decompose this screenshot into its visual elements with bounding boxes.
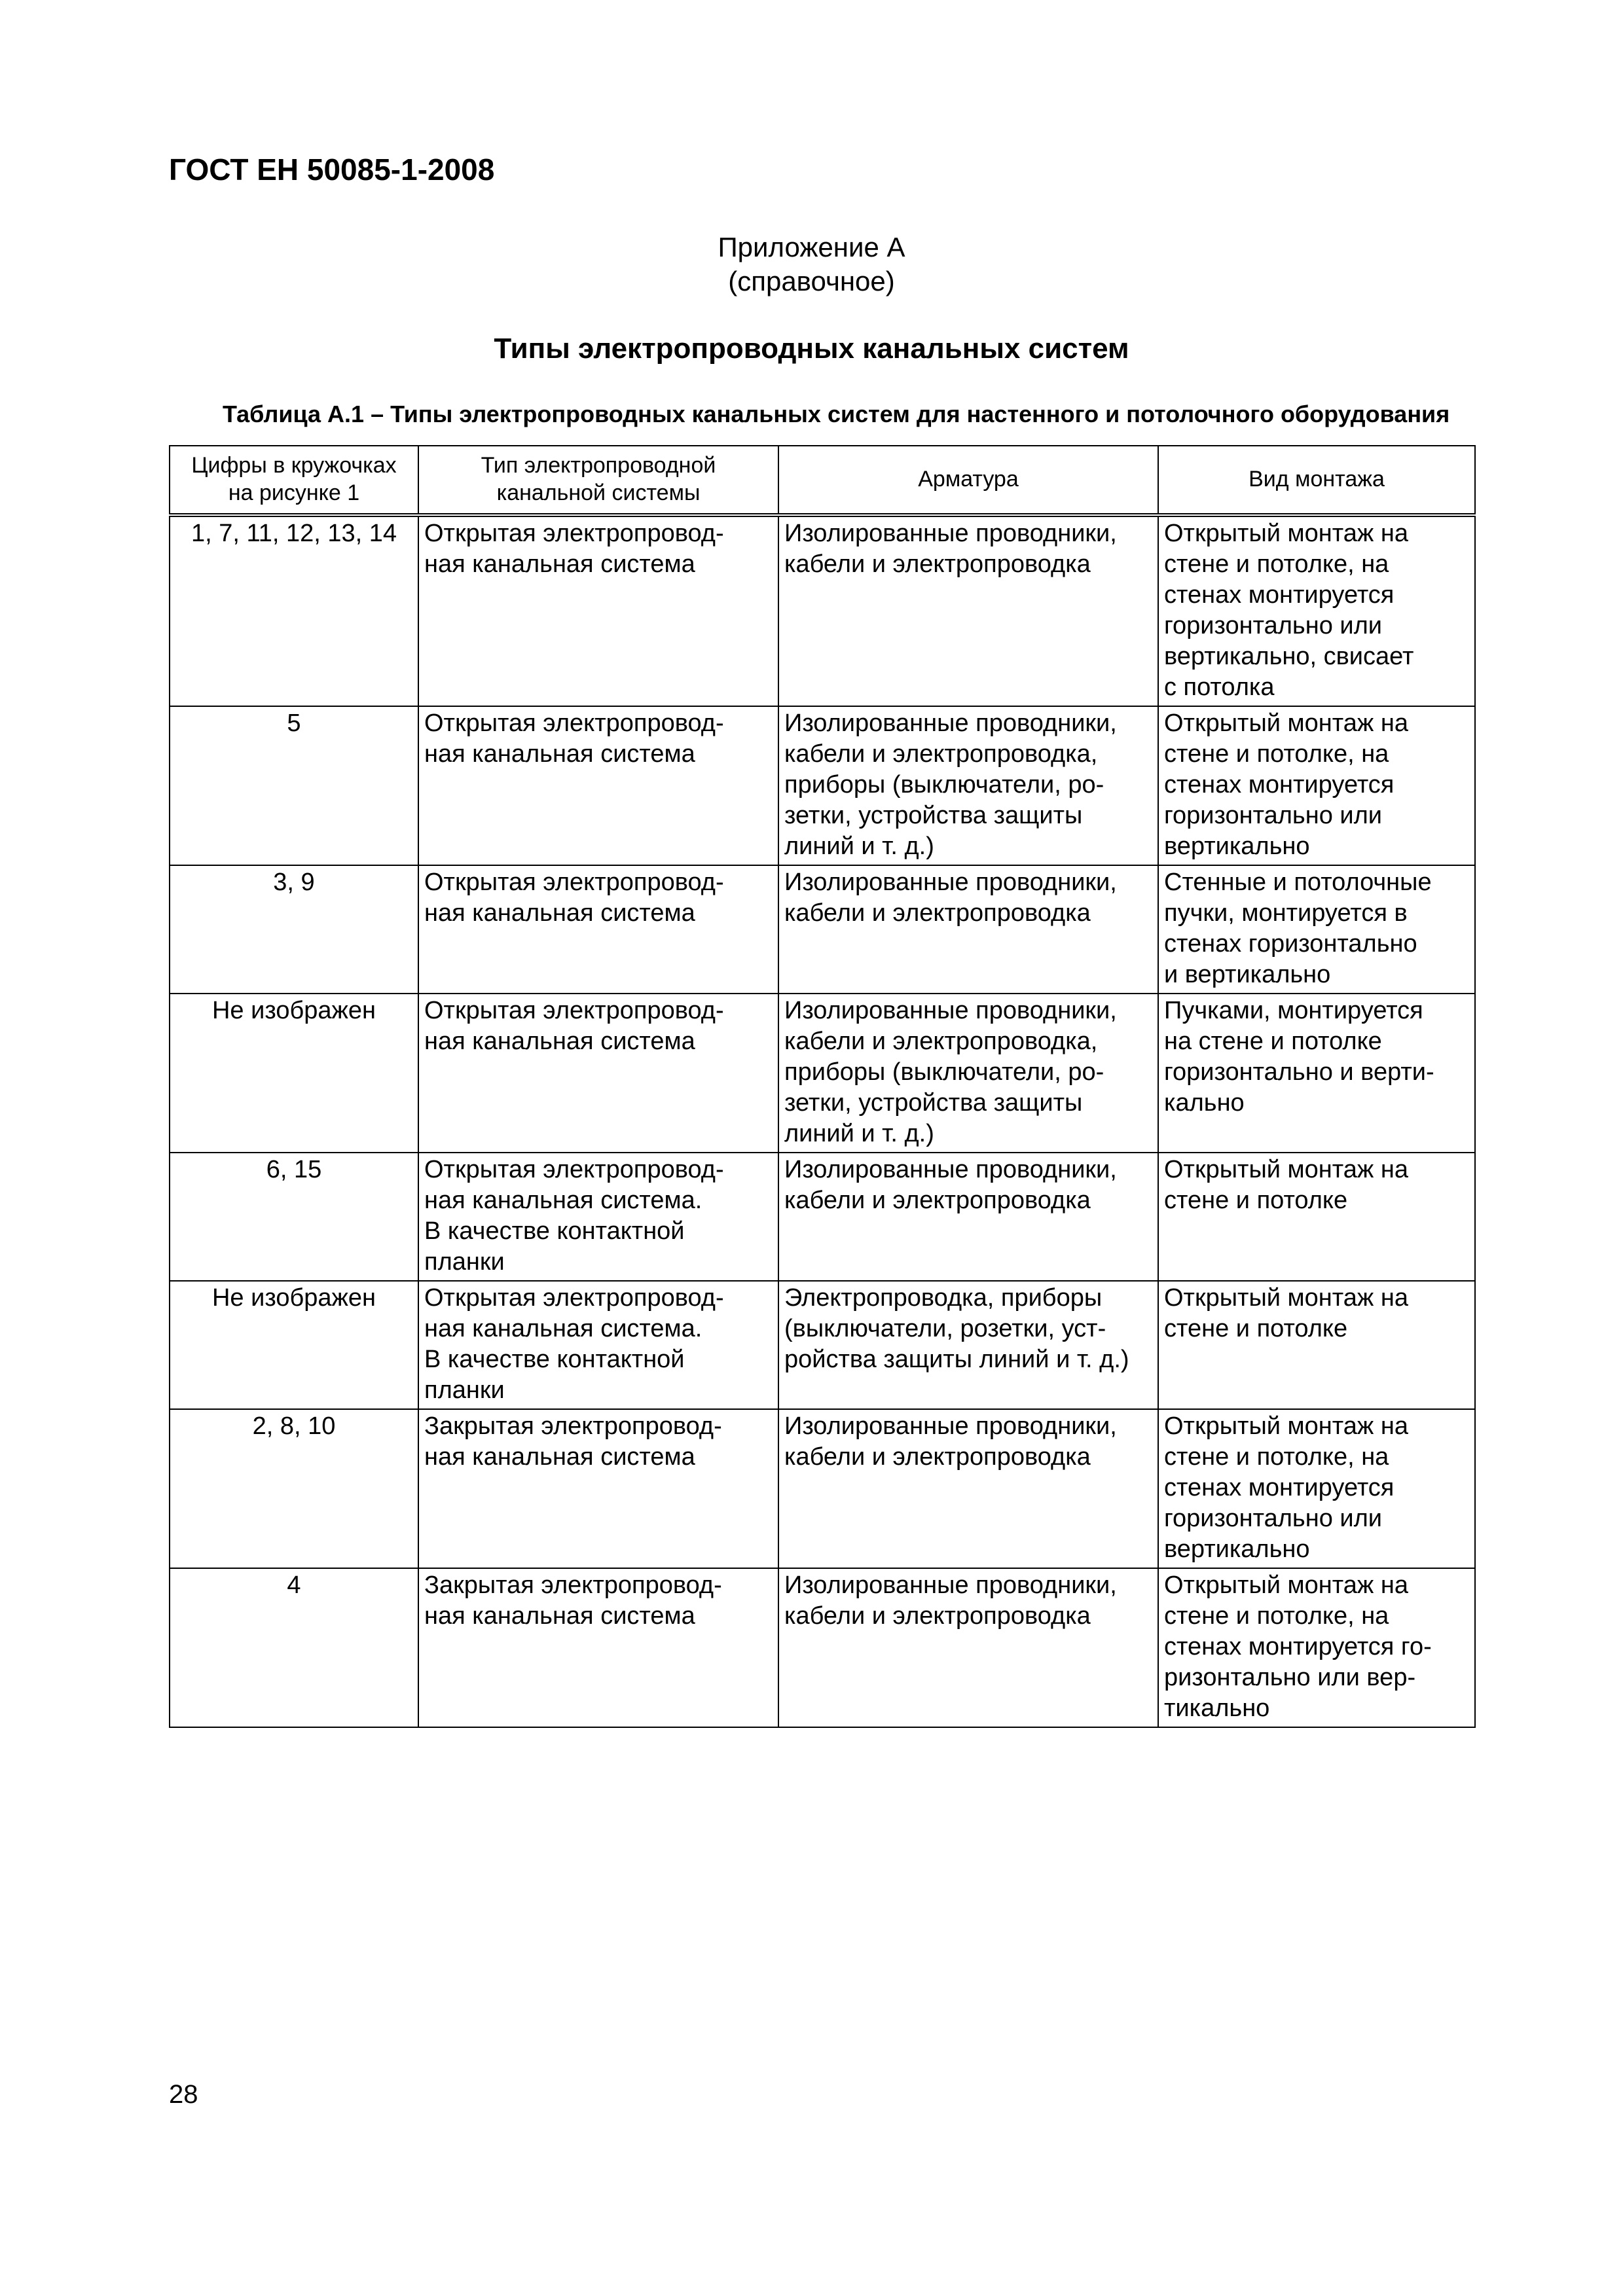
cell-mounting: Стенные и потолочные пучки, монтируется в стенах горизонтально и вертикально xyxy=(1158,865,1475,994)
cell-fittings: Изолированные проводники, кабели и электропроводка, приборы (выключатели, ро- зетки, устройства защиты линий и т. д.) xyxy=(778,994,1158,1153)
cell-numbers: 6, 15 xyxy=(170,1153,418,1281)
annex-subtitle: (справочное) xyxy=(728,266,895,296)
column-header-fittings: Арматура xyxy=(778,446,1158,515)
cell-fittings: Электропроводка, приборы (выключатели, розетки, уст- ройства защиты линий и т. д.) xyxy=(778,1281,1158,1409)
annex-title: Приложение А xyxy=(718,232,905,262)
cell-numbers: Не изображен xyxy=(170,994,418,1153)
cell-system-type: Открытая электропровод- ная канальная система xyxy=(418,706,778,865)
cell-system-type: Открытая электропровод- ная канальная система. В качестве контактной планки xyxy=(418,1281,778,1409)
cell-mounting: Открытый монтаж на стене и потолке, на стенах монтируется горизонтально или вертикально, свисает с потолка xyxy=(1158,515,1475,706)
table-row xyxy=(170,1409,1475,1568)
cell-mounting: Открытый монтаж на стене и потолке xyxy=(1158,1153,1475,1281)
table-row xyxy=(170,994,1475,1153)
cell-mounting: Открытый монтаж на стене и потолке, на стенах монтируется го- ризонтально или вер- тикально xyxy=(1158,1568,1475,1727)
annex-heading xyxy=(0,230,1623,298)
document-code: ГОСТ ЕН 50085-1-2008 xyxy=(169,152,495,187)
cell-numbers: 4 xyxy=(170,1568,418,1727)
cell-mounting: Пучками, монтируется на стене и потолке горизонтально и верти- кально xyxy=(1158,994,1475,1153)
cell-system-type: Открытая электропровод- ная канальная система xyxy=(418,515,778,706)
table-row xyxy=(170,515,1475,706)
cell-numbers: Не изображен xyxy=(170,1281,418,1409)
cell-fittings: Изолированные проводники, кабели и электропроводка xyxy=(778,1568,1158,1727)
table-row xyxy=(170,1153,1475,1281)
table-caption: Таблица А.1 – Типы электропроводных канальных систем для настенного и потолочного оборудования xyxy=(223,401,1450,427)
table-row xyxy=(170,1281,1475,1409)
page-number: 28 xyxy=(169,2080,198,2109)
cell-fittings: Изолированные проводники, кабели и электропроводка xyxy=(778,1409,1158,1568)
table-row xyxy=(170,865,1475,994)
wiring-systems-table xyxy=(169,445,1476,1728)
cell-mounting: Открытый монтаж на стене и потолке, на стенах монтируется горизонтально или вертикально xyxy=(1158,1409,1475,1568)
column-header-numbers: Цифры в кружочках на рисунке 1 xyxy=(170,446,418,515)
column-header-system-type: Тип электропроводной канальной системы xyxy=(418,446,778,515)
cell-numbers: 5 xyxy=(170,706,418,865)
table-row xyxy=(170,1568,1475,1727)
cell-numbers: 2, 8, 10 xyxy=(170,1409,418,1568)
column-header-mounting: Вид монтажа xyxy=(1158,446,1475,515)
cell-system-type: Открытая электропровод- ная канальная система xyxy=(418,865,778,994)
cell-fittings: Изолированные проводники, кабели и электропроводка xyxy=(778,1153,1158,1281)
cell-fittings: Изолированные проводники, кабели и электропроводка, приборы (выключатели, ро- зетки, устройства защиты линий и т. д.) xyxy=(778,706,1158,865)
section-title: Типы электропроводных канальных систем xyxy=(494,332,1129,365)
cell-mounting: Открытый монтаж на стене и потолке, на стенах монтируется горизонтально или вертикально xyxy=(1158,706,1475,865)
cell-system-type: Открытая электропровод- ная канальная система xyxy=(418,994,778,1153)
cell-numbers: 1, 7, 11, 12, 13, 14 xyxy=(170,515,418,706)
cell-fittings: Изолированные проводники, кабели и электропроводка xyxy=(778,865,1158,994)
cell-system-type: Закрытая электропровод- ная канальная система xyxy=(418,1568,778,1727)
cell-fittings: Изолированные проводники, кабели и электропроводка xyxy=(778,515,1158,706)
cell-system-type: Закрытая электропровод- ная канальная система xyxy=(418,1409,778,1568)
cell-system-type: Открытая электропровод- ная канальная система. В качестве контактной планки xyxy=(418,1153,778,1281)
cell-mounting: Открытый монтаж на стене и потолке xyxy=(1158,1281,1475,1409)
cell-numbers: 3, 9 xyxy=(170,865,418,994)
table-header-row xyxy=(170,446,1475,515)
table-row xyxy=(170,706,1475,865)
